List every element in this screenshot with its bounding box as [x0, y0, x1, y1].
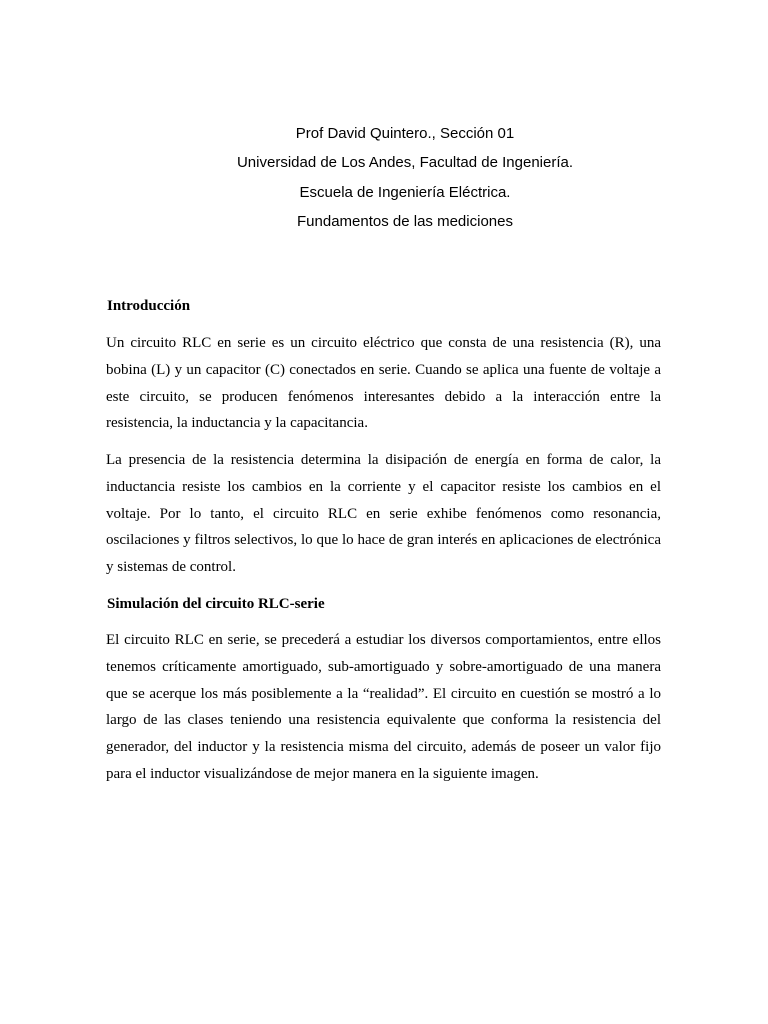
paragraph-simulation-1: El circuito RLC en serie, se precederá a estudiar los diversos comportamientos, entre ellos tenemos críticamente amortiguado, sub-amortiguado y sobre-amortiguado de una manera que se acerque los más posiblemente a la “realidad”. El circuito en cuestión se mostró a lo largo de las clases teniendo una resistencia equivalente que conforma la resistencia del generador, del inductor y la resistencia misma del circuito, además de poseer un valor fijo para el inductor visualizándose de mejor manera en la siguiente imagen.	[106, 632, 661, 782]
paragraph-intro-1-block	[106, 330, 661, 437]
header-line-university: Universidad de Los Andes, Facultad de Ingeniería.	[236, 154, 574, 172]
header-line-school: Escuela de Ingeniería Eléctrica.	[299, 183, 511, 201]
header-line-professor: Prof David Quintero., Sección 01	[295, 125, 515, 142]
header-line-course: Fundamentos de las mediciones	[297, 212, 513, 230]
paragraph-intro-1: Un circuito RLC en serie es un circuito eléctrico que consta de una resistencia (R), una bobina (L) y un capacitor (C) conectados en serie. Cuando se aplica una fuente de voltaje a este circuito, se producen fenómenos interesantes debido a la interacción entre la resistencia, la inductancia y la capacitancia.	[106, 335, 661, 432]
paragraph-intro-2: La presencia de la resistencia determina la disipación de energía en forma de calor, la inductancia resiste los cambios en la corriente y el capacitor resiste los cambios en el voltaje. Por lo tanto, el circuito RLC en serie exhibe fenómenos como resonancia, oscilaciones y filtros selectivos, lo que lo hace de gran interés en aplicaciones de electrónica y sistemas de control.	[106, 452, 661, 576]
section-heading-simulation: Simulación del circuito RLC-serie	[107, 596, 325, 612]
paragraph-simulation-1-block	[106, 627, 661, 788]
section-heading-introduction: Introducción	[107, 298, 191, 314]
paragraph-intro-2-block	[106, 447, 661, 581]
document-header	[0, 119, 768, 236]
